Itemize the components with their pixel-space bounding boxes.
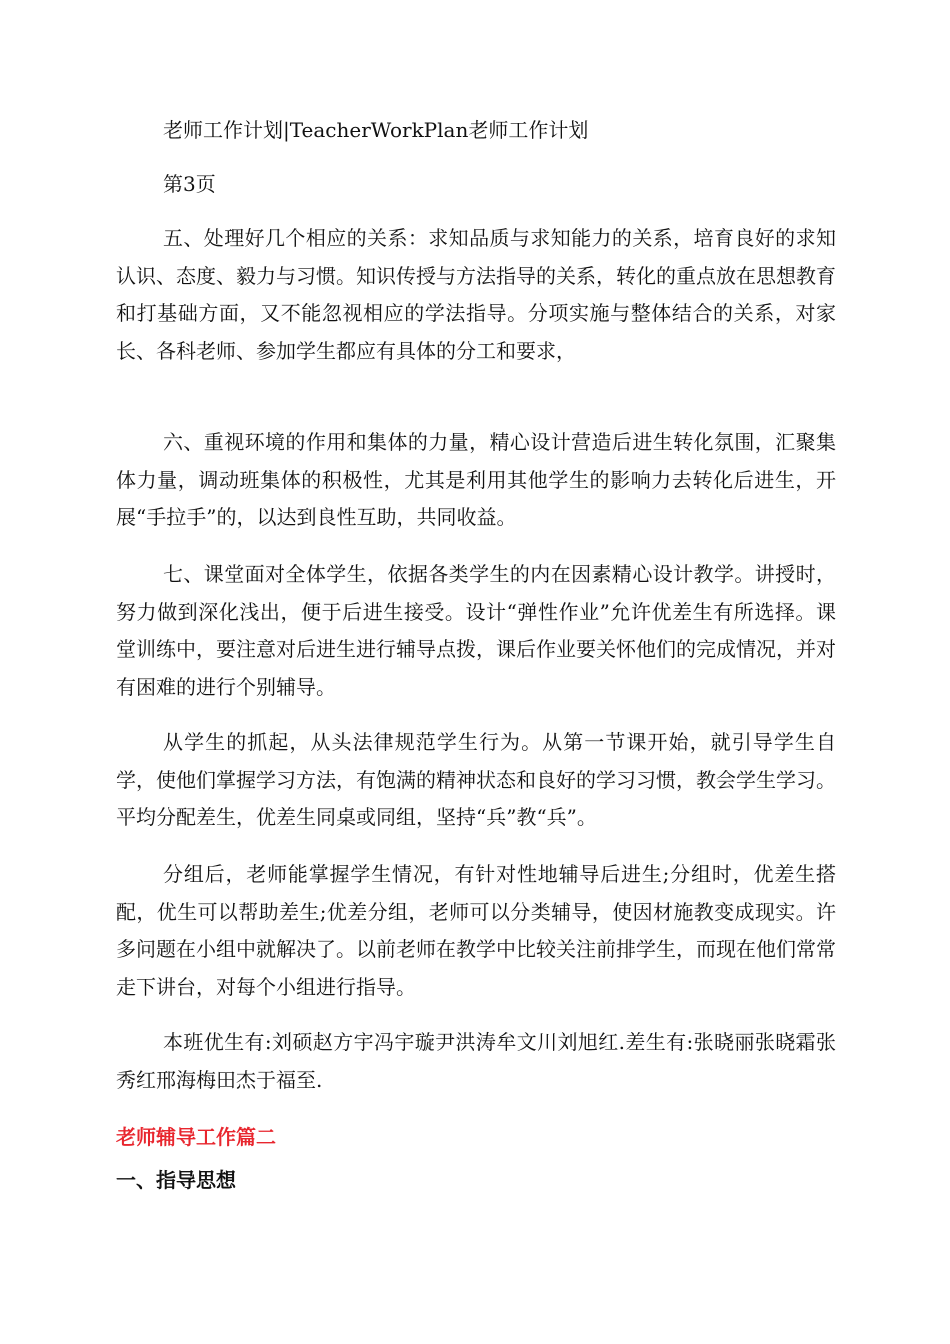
- paragraph-seven: 七、课堂面对全体学生，依据各类学生的内在因素精心设计教学。讲授时，努力做到深化浅出，便于后进生接受。设计“弹性作业”允许优差生有所选择。课堂训练中，要注意对后进生进行辅导点拨，课后作业要关怀他们的完成情况，并对有困难的进行个别辅导。: [116, 562, 836, 699]
- section-heading: 老师辅导工作篇二: [116, 1125, 276, 1149]
- paragraph-student-list: 本班优生有:刘硕赵方宇冯宇璇尹洪涛牟文川刘旭红.差生有:张晓丽张晓霜张秀红邢海梅田杰于福至.: [116, 1030, 836, 1092]
- paragraph-discipline: 从学生的抓起，从头法律规范学生行为。从第一节课开始，就引导学生自学，使他们掌握学习方法，有饱满的精神状态和良好的学习习惯，教会学生学习。平均分配差生，优差生同桌或同组，坚持“兵”教“兵”。: [116, 730, 836, 829]
- paragraph-five: 五、处理好几个相应的关系：求知品质与求知能力的关系，培育良好的求知认识、态度、毅力与习惯。知识传授与方法指导的关系，转化的重点放在思想教育和打基础方面，又不能忽视相应的学法指导。分项实施与整体结合的关系，对家长、各科老师、参加学生都应有具体的分工和要求，: [116, 226, 836, 363]
- paragraph-six: 六、重视环境的作用和集体的力量，精心设计营造后进生转化氛围，汇聚集体力量，调动班集体的积极性，尤其是利用其他学生的影响力去转化后进生，开展“手拉手”的，以达到良性互助，共同收益。: [116, 430, 836, 529]
- page-number-label: 第3页: [163, 172, 216, 196]
- subsection-heading: 一、指导思想: [116, 1168, 236, 1192]
- paragraph-grouping: 分组后，老师能掌握学生情况，有针对性地辅导后进生;分组时，优差生搭配，优生可以帮助差生;优差分组，老师可以分类辅导，使因材施教变成现实。许多问题在小组中就解决了。以前老师在教学中比较关注前排学生，而现在他们常常走下讲台，对每个小组进行指导。: [116, 862, 836, 999]
- document-header-title: 老师工作计划|TeacherWorkPlan老师工作计划: [163, 118, 589, 142]
